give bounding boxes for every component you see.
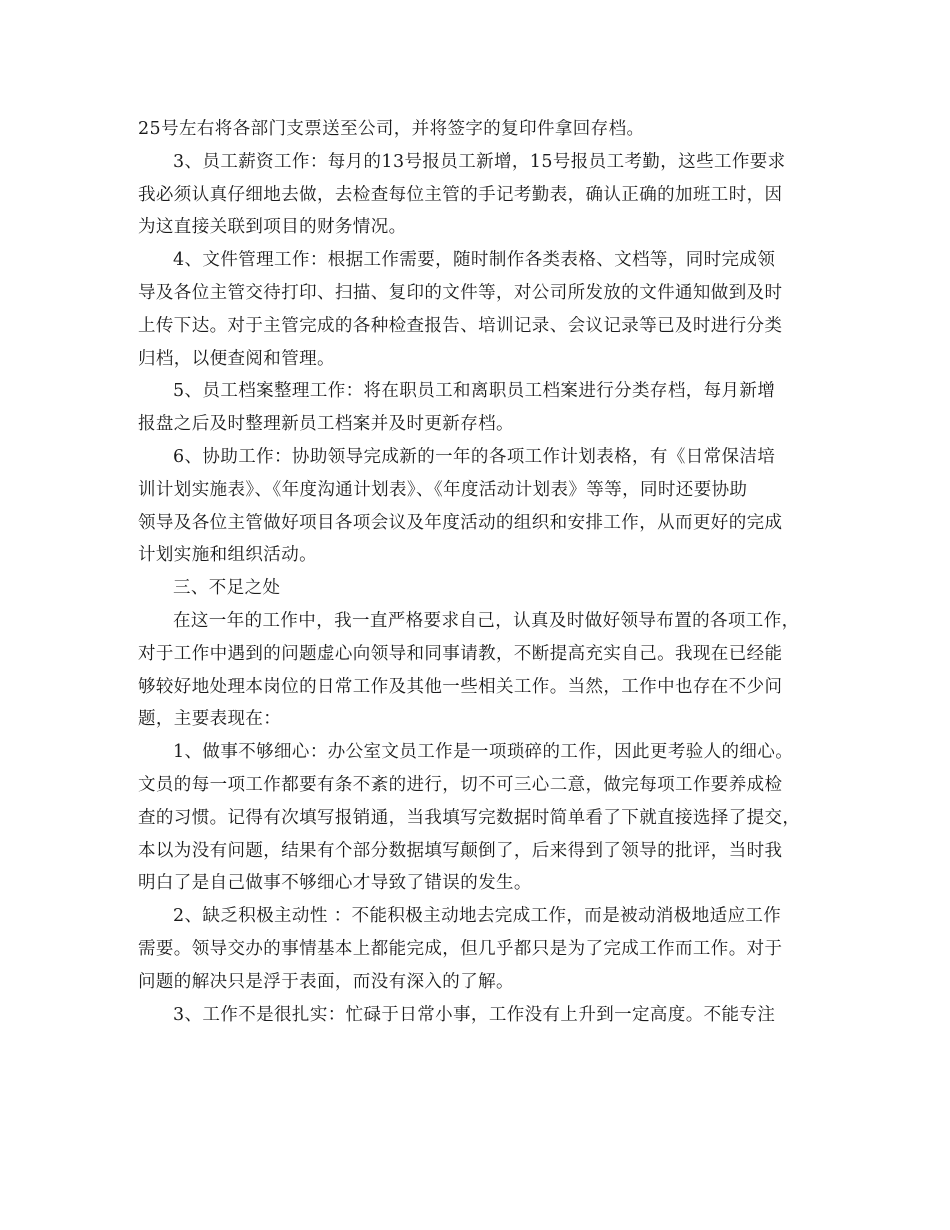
text-line: 归档，以便查阅和管理。 <box>138 348 335 369</box>
text-line: 4、文件管理工作：根据工作需要，随时制作各类表格、文档等，同时完成领 <box>173 250 776 271</box>
text-line: 3、员工薪资工作：每月的13号报员工新增，15号报员工考勤，这些工作要求 <box>173 151 786 172</box>
text-line: 题，主要表现在： <box>138 709 282 730</box>
text-line: 问题的解决只是浮于表面，而没有深入的了解。 <box>138 971 514 992</box>
text-line: 我必须认真仔细地去做，去检查每位主管的手记考勤表，确认正确的加班工时，因 <box>138 184 783 205</box>
text-line: 2、缺乏积极主动性 ：不能积极主动地去完成工作，而是被动消极地适应工作 <box>173 906 782 927</box>
text-line: 1、做事不够细心：办公室文员工作是一项琐碎的工作，因此更考验人的细心。 <box>173 742 794 763</box>
text-line: 够较好地处理本岗位的日常工作及其他一些相关工作。当然，工作中也存在不少问 <box>138 676 783 697</box>
text-line: 本以为没有问题，结果有个部分数据填写颠倒了，后来得到了领导的批评，当时我 <box>138 840 783 861</box>
text-line: 需要。领导交办的事情基本上都能完成，但几乎都只是为了完成工作而工作。对于 <box>138 938 783 959</box>
text-line: 文员的每一项工作都要有条不紊的进行，切不可三心二意，做完每项工作要养成检 <box>138 774 783 795</box>
text-line: 为这直接关联到项目的财务情况。 <box>138 217 407 238</box>
document-body <box>138 113 828 1031</box>
text-line: 上传下达。对于主管完成的各种检查报告、培训记录、会议记录等已及时进行分类 <box>138 315 783 336</box>
text-line: 在这一年的工作中，我一直严格要求自己，认真及时做好领导布置的各项工作， <box>173 610 800 631</box>
text-line: 计划实施和组织活动。 <box>138 545 317 566</box>
text-line: 训计划实施表》、《年度沟通计划表》、《年度活动计划表》等等，同时还要协助 <box>138 479 748 500</box>
text-line: 25号左右将各部门支票送至公司，并将签字的复印件拿回存档。 <box>138 119 645 139</box>
text-line: 领导及各位主管做好项目各项会议及年度活动的组织和安排工作，从而更好的完成 <box>138 512 783 533</box>
text-line: 导及各位主管交待打印、扫描、复印的文件等，对公司所发放的文件通知做到及时 <box>138 282 783 303</box>
text-line: 报盘之后及时整理新员工档案并及时更新存档。 <box>138 414 514 435</box>
text-line: 查的习惯。记得有次填写报销通，当我填写完数据时简单看了下就直接选择了提交， <box>138 807 801 828</box>
text-line: 6、协助工作：协助领导完成新的一年的各项工作计划表格，有《日常保洁培 <box>173 446 776 467</box>
text-line: 对于工作中遇到的问题虚心向领导和同事请教，不断提高充实自己。我现在已经能 <box>138 643 783 664</box>
section-heading: 三、不足之处 <box>173 578 281 599</box>
text-line: 明白了是自己做事不够细心才导致了错误的发生。 <box>138 873 532 894</box>
text-line: 5、员工档案整理工作：将在职员工和离职员工档案进行分类存档，每月新增 <box>173 381 776 402</box>
text-line: 3、工作不是很扎实：忙碌于日常小事，工作没有上升到一定高度。不能专注 <box>173 1004 776 1025</box>
